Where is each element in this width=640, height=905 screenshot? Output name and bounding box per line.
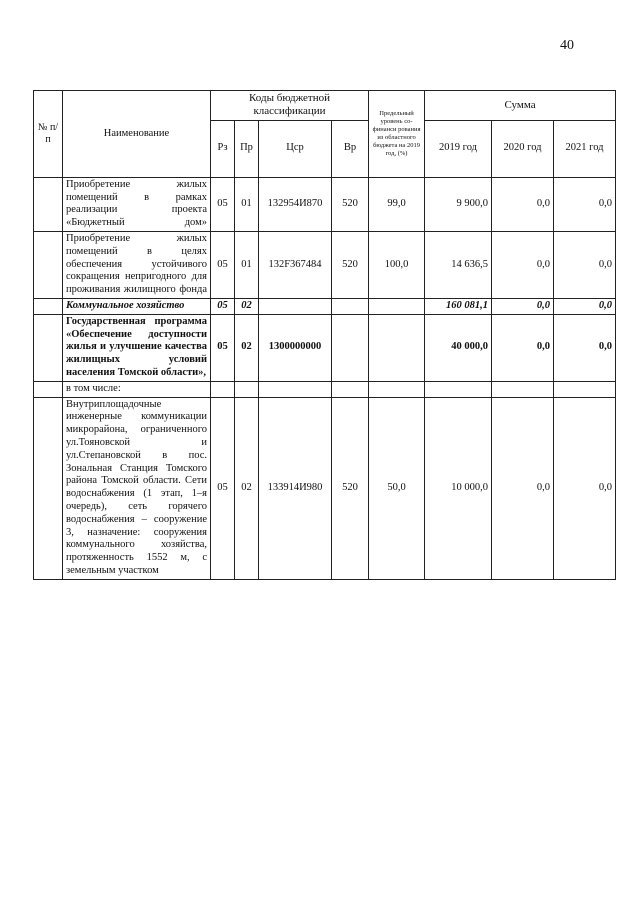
row-2019: 9 900,0 — [425, 177, 492, 231]
row-2021: 0,0 — [554, 397, 616, 579]
row-name: Коммунальное хозяйство — [63, 298, 211, 314]
row-pr: 01 — [235, 177, 259, 231]
row-level: 50,0 — [369, 397, 425, 579]
header-codes: Коды бюджетной классификации — [211, 91, 369, 121]
table-row — [34, 177, 616, 231]
budget-table — [33, 90, 616, 580]
row-2020: 0,0 — [492, 232, 554, 299]
row-vr: 520 — [332, 177, 369, 231]
row-level: 100,0 — [369, 232, 425, 299]
row-2019: 160 081,1 — [425, 298, 492, 314]
row-rz — [211, 381, 235, 397]
row-2020: 0,0 — [492, 298, 554, 314]
row-num — [34, 298, 63, 314]
row-vr — [332, 381, 369, 397]
row-level — [369, 298, 425, 314]
row-name: в том числе: — [63, 381, 211, 397]
row-vr — [332, 314, 369, 381]
row-pr: 02 — [235, 397, 259, 579]
row-2021: 0,0 — [554, 314, 616, 381]
row-2019: 40 000,0 — [425, 314, 492, 381]
table-row — [34, 314, 616, 381]
header-num: № п/п — [34, 91, 63, 178]
table-row — [34, 381, 616, 397]
row-num — [34, 232, 63, 299]
row-name: Государственная программа «Обеспечение доступности жилья и улучшение качества жилищных условий населения Томской области», — [63, 314, 211, 381]
row-rz: 05 — [211, 298, 235, 314]
row-2020: 0,0 — [492, 397, 554, 579]
row-2021: 0,0 — [554, 177, 616, 231]
row-2020: 0,0 — [492, 314, 554, 381]
row-rz: 05 — [211, 314, 235, 381]
row-2021 — [554, 381, 616, 397]
row-2019: 14 636,5 — [425, 232, 492, 299]
row-vr: 520 — [332, 397, 369, 579]
header-row-top — [34, 91, 616, 121]
row-pr: 02 — [235, 314, 259, 381]
header-name: Наименование — [63, 91, 211, 178]
row-level — [369, 381, 425, 397]
row-rz: 05 — [211, 177, 235, 231]
row-vr — [332, 298, 369, 314]
row-2020 — [492, 381, 554, 397]
row-level: 99,0 — [369, 177, 425, 231]
table-row — [34, 232, 616, 299]
page-number: 40 — [560, 38, 574, 53]
header-sum: Сумма — [425, 91, 616, 121]
row-2019 — [425, 381, 492, 397]
row-name: Приобретение жилых помещений в целях обеспечения устойчивого сокращения непригодного для проживания жилищного фонда — [63, 232, 211, 299]
row-level — [369, 314, 425, 381]
row-csr — [259, 298, 332, 314]
row-num — [34, 177, 63, 231]
row-csr: 133914И980 — [259, 397, 332, 579]
row-2020: 0,0 — [492, 177, 554, 231]
row-name: Внутриплощадочные инженерные коммуникации микрорайона, ограниченного ул.Тояновской и ул.Степановской в пос. Зональная Станция Томского района Томской области. Сети водоснабжения (1 этап, 1–я очередь), сеть горячего водоснабжения – сооружение 3, назначение: сооружения коммунального хозяйства, протяженность 1552 м, с земельным участком — [63, 397, 211, 579]
row-name: Приобретение жилых помещений в рамках реализации проекта «Бюджетный дом» — [63, 177, 211, 231]
header-pr: Пр — [235, 120, 259, 177]
table-row — [34, 397, 616, 579]
row-pr — [235, 381, 259, 397]
row-2021: 0,0 — [554, 298, 616, 314]
row-num — [34, 314, 63, 381]
header-vr: Вр — [332, 120, 369, 177]
row-vr: 520 — [332, 232, 369, 299]
row-num — [34, 381, 63, 397]
row-2021: 0,0 — [554, 232, 616, 299]
row-csr: 132F367484 — [259, 232, 332, 299]
row-pr: 01 — [235, 232, 259, 299]
header-level: Предельный уровень со-финанси рования из областного бюджета на 2019 год, (%) — [369, 91, 425, 178]
row-rz: 05 — [211, 397, 235, 579]
row-pr: 02 — [235, 298, 259, 314]
row-2019: 10 000,0 — [425, 397, 492, 579]
row-csr — [259, 381, 332, 397]
header-2019: 2019 год — [425, 120, 492, 177]
row-csr: 132954И870 — [259, 177, 332, 231]
header-csr: Цср — [259, 120, 332, 177]
header-rz: Рз — [211, 120, 235, 177]
header-2020: 2020 год — [492, 120, 554, 177]
header-2021: 2021 год — [554, 120, 616, 177]
row-rz: 05 — [211, 232, 235, 299]
row-num — [34, 397, 63, 579]
table-row — [34, 298, 616, 314]
row-csr: 1300000000 — [259, 314, 332, 381]
